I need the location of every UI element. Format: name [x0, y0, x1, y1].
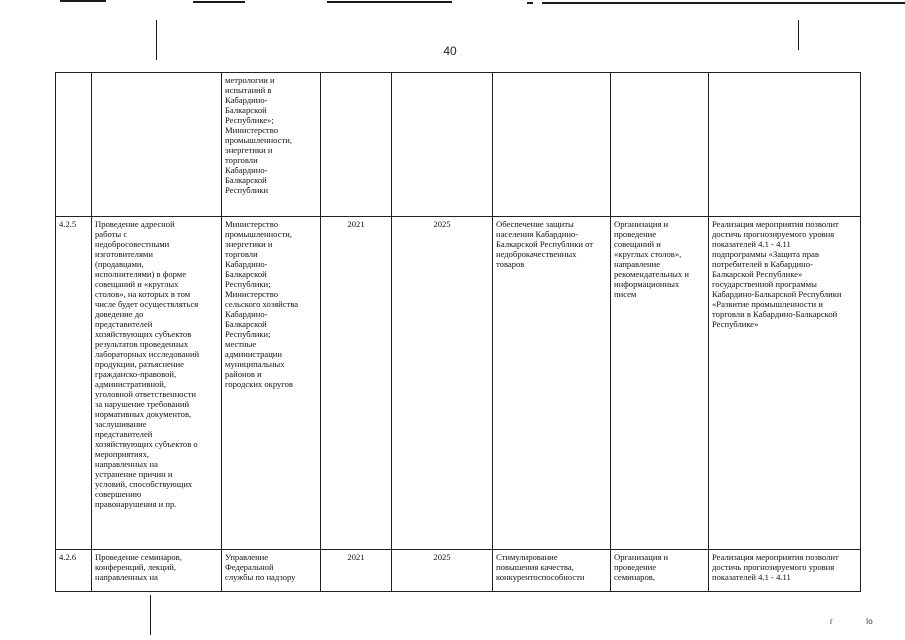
- cell-event: [92, 73, 222, 217]
- cell-result: Обеспечение защиты населения Кабардино- Балкарской Республики от недоброкачественных товаров: [493, 217, 611, 550]
- cell-number: [56, 73, 92, 217]
- cell-link: Реализация мероприятия позволит достичь прогнозируемого уровня показателей 4.1 - 4.11 подпрограммы «Защита прав потребителей в Кабардино- Балкарской Республике» государственной программы Кабардино-Балкарской Республики «Развитие промышленности и торговли в Кабардино-Балкарской Республике»: [709, 217, 861, 550]
- scan-artifact-line: [527, 2, 533, 4]
- scan-artifact-line: [60, 0, 106, 2]
- cell-executor: Министерство промышленности, энергетики и торговли Кабардино- Балкарской Республики; Министерство сельского хозяйства Кабардино- Балкарской Республики; местные администрации муниципальных районов и городских округов: [222, 217, 321, 550]
- table-row: [56, 550, 861, 592]
- scan-artifact-line: [798, 20, 799, 50]
- cell-start-year: 2021: [321, 550, 392, 592]
- cell-link: Реализация мероприятия позволит достичь прогнозируемого уровня показателей 4.1 - 4.11: [709, 550, 861, 592]
- cell-executor: Управление Федеральной службы по надзору: [222, 550, 321, 592]
- cell-start-year: [321, 73, 392, 217]
- footer-mark: г: [830, 617, 833, 626]
- cell-directions: Организация и проведение совещаний и «круглых столов», направление рекомендательных и информационных писем: [611, 217, 709, 550]
- cell-directions: [611, 73, 709, 217]
- scan-artifact-line: [150, 595, 151, 635]
- scan-artifact-line: [156, 20, 157, 60]
- cell-event: Проведение адресной работы с недобросовестными изготовителями (продавцами, исполнителями) в форме совещаний и «круглых столов», на которых в том числе будет осуществляться доведение до представителей хозяйствующих субъектов результатов проведенных лабораторных исследований продукции, разъяснение гражданско-правовой, административной, уголовной ответственности за нарушение требований нормативных документов, заслушивание представителей хозяйствующих субъектов о мероприятиях, направленных на устранение причин и условий, способствующих совершению правонарушения и пр.: [92, 217, 222, 550]
- cell-result: Стимулирование повышения качества, конкурентоспособности: [493, 550, 611, 592]
- scan-artifact-line: [327, 1, 452, 3]
- events-table: [55, 72, 861, 592]
- scan-artifact-line: [193, 1, 245, 3]
- cell-end-year: 2025: [392, 550, 493, 592]
- scan-artifact-line: [542, 2, 905, 4]
- cell-link: [709, 73, 861, 217]
- table-row: [56, 73, 861, 217]
- cell-end-year: [392, 73, 493, 217]
- cell-number: 4.2.5: [56, 217, 92, 550]
- cell-end-year: 2025: [392, 217, 493, 550]
- cell-executor: метрологии и испытаний в Кабардино- Балкарской Республике»; Министерство промышленности, энергетики и торговли Кабардино- Балкарской Республики: [222, 73, 321, 217]
- cell-number: 4.2.6: [56, 550, 92, 592]
- cell-start-year: 2021: [321, 217, 392, 550]
- cell-event: Проведение семинаров, конференций, лекций, направленных на: [92, 550, 222, 592]
- cell-directions: Организация и проведение семинаров,: [611, 550, 709, 592]
- page-number: 40: [443, 44, 457, 58]
- table-row: [56, 217, 861, 550]
- cell-result: [493, 73, 611, 217]
- footer-mark: Iо: [866, 617, 873, 626]
